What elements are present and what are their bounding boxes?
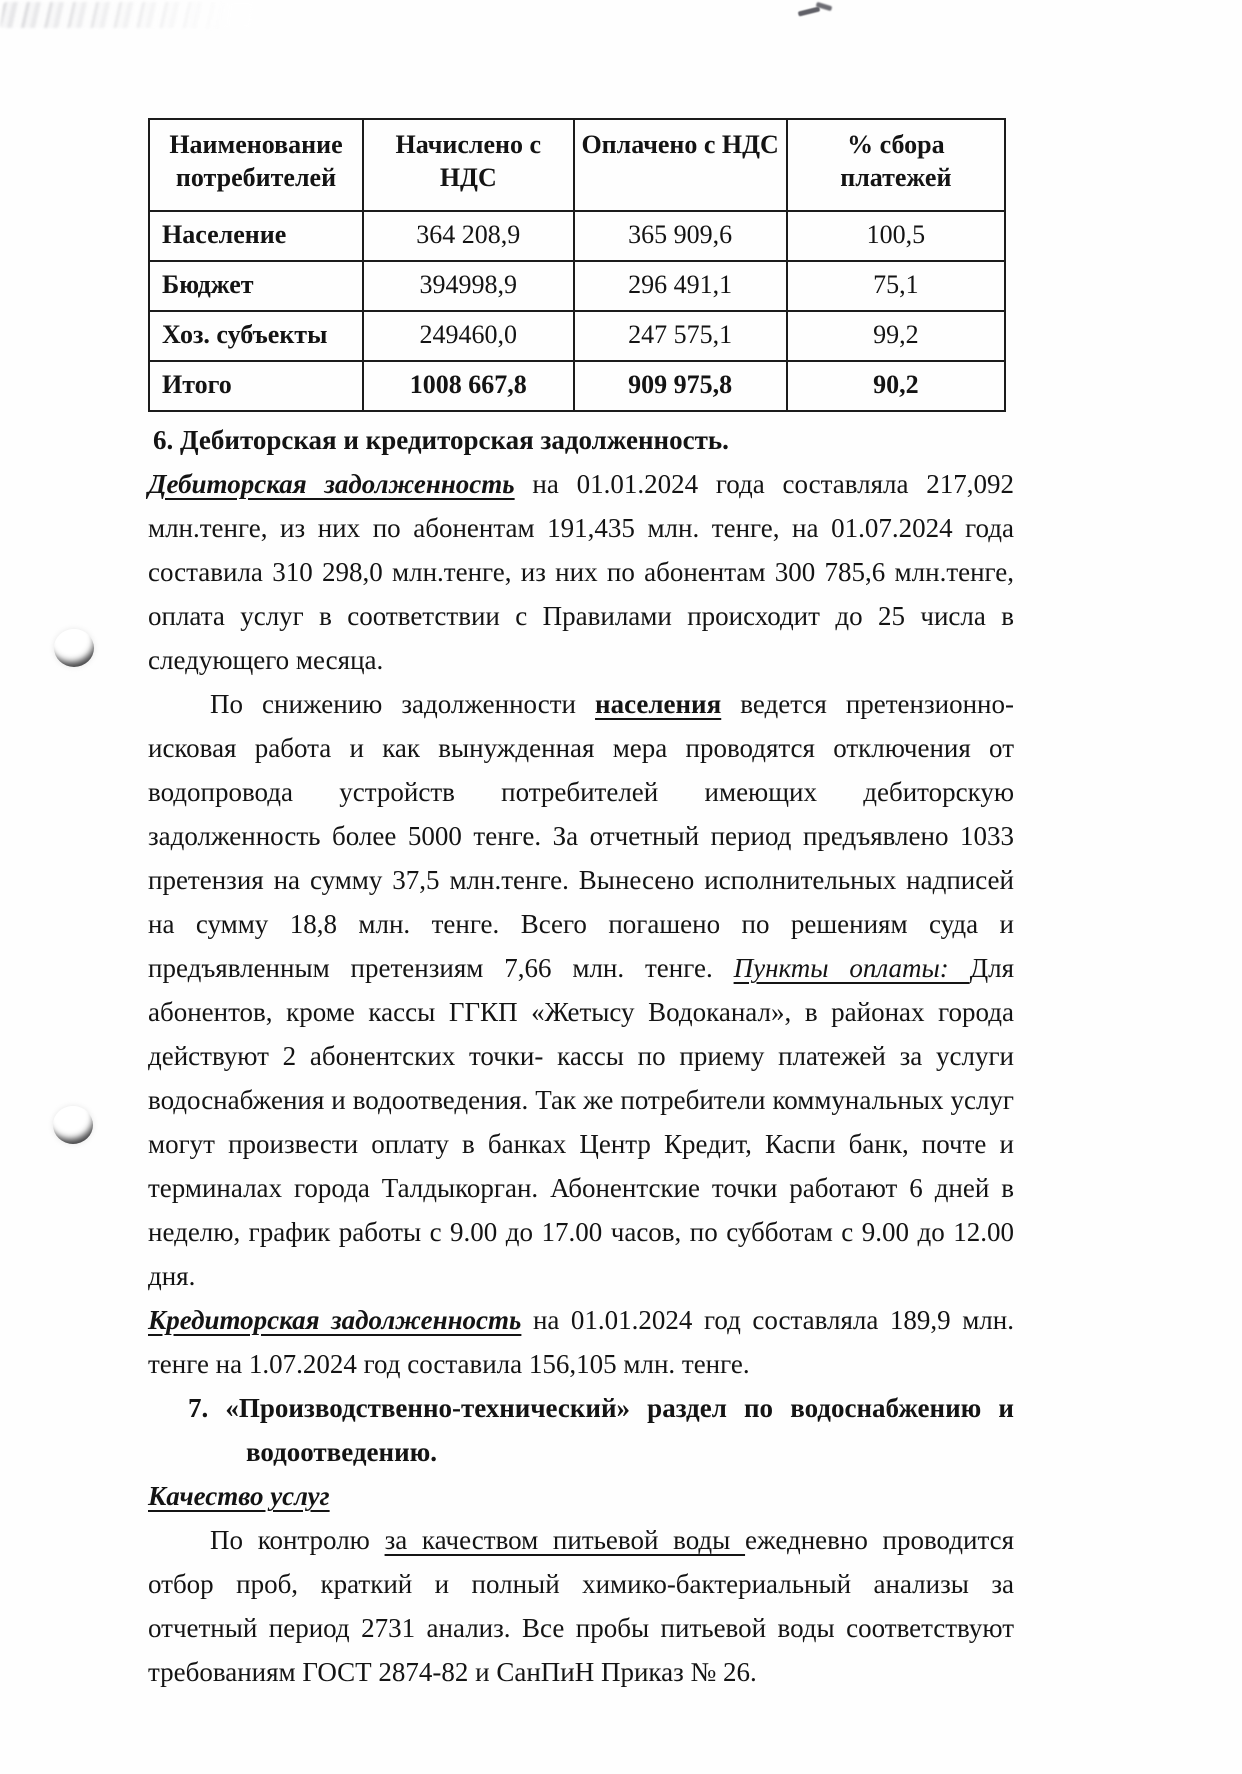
- row-label-cell: Население: [149, 211, 363, 261]
- text-run: на 01.01.2024 года составляла 217,092 млн.тенге, из них по абонентам 191,435 млн. тенге, на 01.07.2024 года составила 310 298,0 млн.тенге, из них по абонентам 300 785,6 млн.тенге, оплата услуг в соответствии с Правилами происходит до 25 числа в следующего месяца.: [148, 469, 1014, 675]
- table-row: [149, 261, 1005, 311]
- value-cell: 249460,0: [363, 311, 574, 361]
- text-run: ежедневно проводится отбор проб, краткий и полный химико-бактериальный анализы за отчетный период 2731 анализ. Все пробы питьевой воды соответствуют требованиям ГОСТ 2874-82 и СанПиН Приказ № 26.: [148, 1525, 1015, 1687]
- value-cell: 909 975,8: [574, 361, 787, 411]
- emphasized-text-run: населения: [595, 689, 722, 719]
- punch-hole-bottom: [53, 1106, 93, 1144]
- punch-hole-top: [54, 629, 94, 667]
- table-header-cell: Оплачено с НДС: [574, 119, 787, 211]
- scan-smudge-artifact: [0, 2, 254, 28]
- text-run: По снижению задолженности: [210, 689, 596, 719]
- payments-table-body: [149, 211, 1005, 411]
- value-cell: 99,2: [787, 311, 1005, 361]
- emphasized-text-run: за качеством питьевой воды: [384, 1525, 746, 1555]
- collection-measures-paragraph: [148, 682, 1014, 1298]
- table-header-cell: Наименование потребителей: [149, 119, 363, 211]
- text-run: По контролю: [210, 1525, 385, 1555]
- value-cell: 90,2: [787, 361, 1005, 411]
- value-cell: 1008 667,8: [363, 361, 574, 411]
- value-cell: 100,5: [787, 211, 1005, 261]
- table-header-cell: % сбора платежей: [787, 119, 1005, 211]
- text-run: 7. «Производственно-технический» раздел по водоснабжению и водоотведению.: [188, 1393, 1014, 1467]
- payables-paragraph: [148, 1298, 1014, 1386]
- emphasized-text-run: Качество услуг: [148, 1481, 330, 1511]
- value-cell: 296 491,1: [574, 261, 787, 311]
- service-quality-label: [148, 1474, 1014, 1518]
- value-cell: 364 208,9: [363, 211, 574, 261]
- value-cell: 247 575,1: [574, 311, 787, 361]
- payments-collection-table: [148, 118, 1006, 412]
- value-cell: 75,1: [787, 261, 1005, 311]
- text-run: Для абонентов, кроме кассы ГГКП «Жетысу Водоканал», в районах города действуют 2 абонентских точки- кассы по приему платежей за услуги водоснабжения и водоотведения. Так же потребители коммунальных услуг могут произвести оплату в банках Центр Кредит, Каспи банк, почте и терминалах города Талдыкорган. Абонентские точки работают 6 дней в неделю, график работы с 9.00 до 17.00 часов, по субботам с 9.00 до 12.00 дня.: [148, 953, 1014, 1291]
- section-6-heading: [153, 418, 1014, 462]
- table-header-cell: Начислено с НДС: [363, 119, 574, 211]
- scan-pen-mark: [798, 2, 842, 18]
- value-cell: 365 909,6: [574, 211, 787, 261]
- receivables-paragraph: [148, 462, 1014, 682]
- table-row: [149, 311, 1005, 361]
- emphasized-text-run: Дебиторская задолженность: [148, 469, 515, 499]
- text-run: 6. Дебиторская и кредиторская задолженность.: [153, 425, 729, 455]
- value-cell: 394998,9: [363, 261, 574, 311]
- row-label-cell: Хоз. субъекты: [149, 311, 363, 361]
- document-text-body: [148, 418, 1014, 1694]
- payments-table-head: [149, 119, 1005, 211]
- text-run: ведется претензионно-исковая работа и как вынужденная мера проводятся отключения от водопровода устройств потребителей имеющих дебиторскую задолженность более 5000 тенге. За отчетный период предъявлено 1033 претензия на сумму 37,5 млн.тенге. Вынесено исполнительных надписей на сумму 18,8 млн. тенге. Всего погашено по решениям суда и предъявленным претензиям 7,66 млн. тенге.: [148, 689, 1014, 983]
- row-label-cell: Бюджет: [149, 261, 363, 311]
- row-label-cell: Итого: [149, 361, 363, 411]
- section-7-heading: [188, 1386, 1014, 1474]
- emphasized-text-run: Пункты оплаты:: [733, 953, 970, 983]
- table-row: [149, 211, 1005, 261]
- emphasized-text-run: Кредиторская задолженность: [148, 1305, 522, 1335]
- table-row: [149, 361, 1005, 411]
- table-header-row: [149, 119, 1005, 211]
- water-quality-paragraph: [148, 1518, 1014, 1694]
- text-run: на 01.01.2024 год составляла 189,9 млн. тенге на 1.07.2024 год составила 156,105 млн. тенге.: [148, 1305, 1014, 1379]
